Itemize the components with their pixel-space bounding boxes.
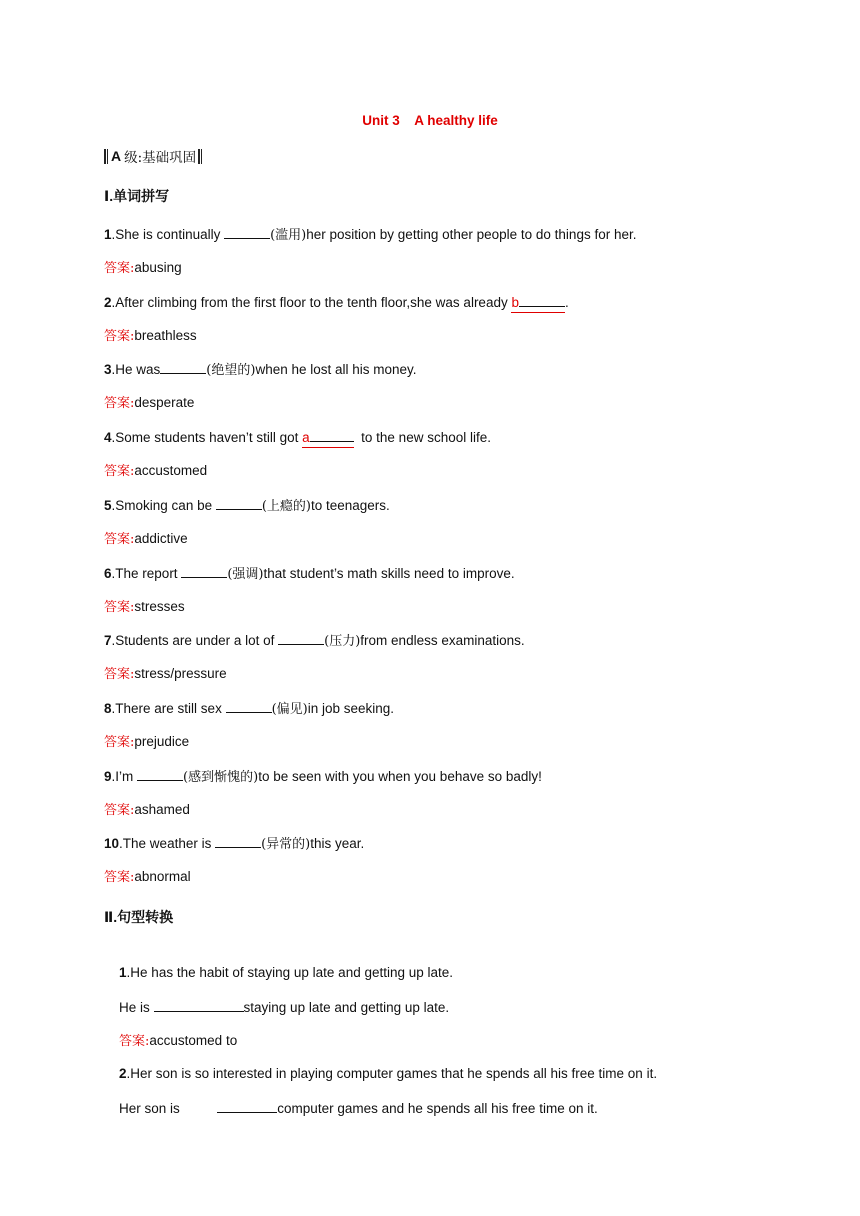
answer-line — [104, 665, 227, 684]
answer-text: ashamed — [134, 802, 190, 817]
question-pre: He was — [115, 362, 161, 377]
answer-text: prejudice — [134, 734, 190, 749]
unit-title: Unit 3 A healthy life — [362, 113, 498, 128]
question-pre: The report — [115, 566, 182, 581]
answer-text: addictive — [134, 531, 188, 546]
rewrite-post: computer games and he spends all his free time on it. — [277, 1101, 598, 1116]
answer-label: 答案: — [104, 667, 135, 682]
answer-text: stresses — [134, 599, 185, 614]
question-post: in job seeking. — [307, 701, 395, 716]
rewrite-pre: He is — [119, 1000, 154, 1015]
question-line: 8.There are still sex (偏见)in job seeking. — [104, 701, 395, 717]
answer-label: 答案: — [104, 464, 135, 479]
rewrite-post: staying up late and getting up late. — [243, 1000, 450, 1015]
answer-blank[interactable] — [302, 428, 354, 448]
answer-label: 答案: — [119, 1034, 150, 1049]
answer-text: accustomed — [134, 463, 208, 478]
level-letter: A — [111, 148, 122, 164]
question-post: to be seen with you when you behave so badly! — [258, 769, 542, 784]
answer-label: 答案: — [104, 600, 135, 615]
question-line: 4.Some students haven’t still got a to the new school life. — [104, 428, 491, 448]
answer-line — [104, 868, 191, 887]
question-line: 1.He has the habit of staying up late and getting up late. — [119, 965, 454, 980]
answer-label: 答案: — [104, 735, 135, 750]
question-post: to the new school life. — [353, 430, 491, 445]
chinese-hint: (异常的) — [261, 837, 311, 852]
rewrite-pre: Her son is — [119, 1101, 218, 1116]
answer-line — [104, 733, 189, 752]
question-number: 2 — [104, 295, 112, 310]
question-pre: The weather is — [122, 836, 216, 851]
chinese-hint: (强调) — [227, 567, 264, 582]
question-line: 5.Smoking can be (上瘾的)to teenagers. — [104, 498, 390, 514]
question-number: 7 — [104, 633, 112, 648]
level-heading — [104, 146, 203, 166]
answer-blank[interactable] — [181, 564, 227, 578]
question-post: from endless examinations. — [360, 633, 525, 648]
answer-label: 答案: — [104, 396, 135, 411]
answer-text: stress/pressure — [134, 666, 227, 681]
question-number: 5 — [104, 498, 112, 513]
chinese-hint: (滥用) — [270, 228, 307, 243]
question-pre: I’m — [115, 769, 138, 784]
question-post: . — [564, 295, 569, 310]
question-post: when he lost all his money. — [255, 362, 417, 377]
question-sentence: Her son is so interested in playing computer games that he spends all his free time on it. — [130, 1066, 658, 1081]
answer-blank[interactable] — [154, 998, 244, 1012]
answer-label: 答案: — [104, 803, 135, 818]
section-heading-spelling: Ⅰ.单词拼写 — [104, 188, 170, 204]
chinese-hint: (压力) — [324, 634, 361, 649]
first-letter-hint: b — [511, 295, 519, 310]
question-line: 2.Her son is so interested in playing computer games that he spends all his free time on it. — [119, 1066, 658, 1081]
answer-text: breathless — [134, 328, 197, 343]
chinese-hint: (上瘾的) — [261, 499, 311, 514]
answer-blank[interactable] — [278, 631, 324, 645]
answer-blank[interactable] — [224, 225, 270, 239]
question-line: 7.Students are under a lot of (压力)from endless examinations. — [104, 633, 525, 649]
question-pre: Smoking can be — [115, 498, 216, 513]
question-post: this year. — [310, 836, 365, 851]
question-number: 6 — [104, 566, 112, 581]
rewrite-line — [104, 1081, 598, 1136]
bar-mark-icon — [107, 149, 108, 164]
answer-line — [104, 259, 182, 278]
bar-mark-icon — [104, 149, 106, 164]
answer-text: accustomed to — [149, 1033, 238, 1048]
question-number: 8 — [104, 701, 112, 716]
answer-label: 答案: — [104, 329, 135, 344]
answer-blank[interactable] — [137, 767, 183, 781]
question-sentence: He has the habit of staying up late and getting up late. — [130, 965, 454, 980]
chinese-hint: (绝望的) — [206, 363, 256, 378]
answer-blank[interactable] — [160, 360, 206, 374]
question-number: 9 — [104, 769, 112, 784]
question-pre: There are still sex — [115, 701, 226, 716]
answer-label: 答案: — [104, 870, 135, 885]
question-number: 4 — [104, 430, 112, 445]
chinese-hint: (偏见) — [271, 702, 308, 717]
answer-blank[interactable] — [216, 496, 262, 510]
question-number: 1 — [104, 227, 112, 242]
question-post: that student’s math skills need to improve. — [263, 566, 515, 581]
question-number: 10 — [104, 836, 120, 851]
question-line: 9.I’m (感到惭愧的)to be seen with you when you behave so badly! — [104, 769, 542, 785]
question-number: 1 — [119, 965, 127, 980]
answer-line — [104, 327, 197, 346]
answer-label: 答案: — [104, 532, 135, 547]
answer-line — [104, 598, 185, 617]
answer-text: abnormal — [134, 869, 191, 884]
question-pre: She is continually — [115, 227, 225, 242]
question-line: 6.The report (强调)that student’s math skills need to improve. — [104, 566, 515, 582]
question-pre: Students are under a lot of — [115, 633, 279, 648]
chinese-hint: (感到惭愧的) — [183, 770, 259, 785]
answer-line — [104, 801, 190, 820]
answer-line — [104, 530, 188, 549]
question-number: 3 — [104, 362, 112, 377]
bar-mark-icon — [201, 149, 202, 164]
first-letter-hint: a — [302, 430, 310, 445]
level-label: 级:基础巩固 — [124, 150, 197, 166]
section-heading-transform: Ⅱ.句型转换 — [104, 909, 174, 925]
question-number: 2 — [119, 1066, 127, 1081]
answer-blank[interactable] — [217, 1099, 277, 1113]
answer-text: desperate — [134, 395, 195, 410]
bar-mark-icon — [198, 149, 200, 164]
question-post: her position by getting other people to do things for her. — [306, 227, 637, 242]
answer-text: abusing — [134, 260, 182, 275]
question-post: to teenagers. — [311, 498, 390, 513]
question-line: 10.The weather is (异常的)this year. — [104, 836, 365, 852]
question-line: 3.He was (绝望的)when he lost all his money. — [104, 362, 417, 378]
question-pre: Some students haven’t still got — [115, 430, 303, 445]
answer-blank[interactable] — [226, 699, 272, 713]
question-line: 1.She is continually (滥用)her position by getting other people to do things for her. — [104, 227, 637, 243]
answer-blank[interactable] — [511, 293, 565, 313]
answer-blank[interactable] — [215, 834, 261, 848]
question-pre: After climbing from the first floor to the tenth floor,she was already — [115, 295, 512, 310]
question-line: 2.After climbing from the first floor to the tenth floor,she was already b . — [104, 293, 569, 313]
answer-line — [104, 394, 194, 413]
answer-label: 答案: — [104, 261, 135, 276]
answer-line — [104, 462, 207, 481]
